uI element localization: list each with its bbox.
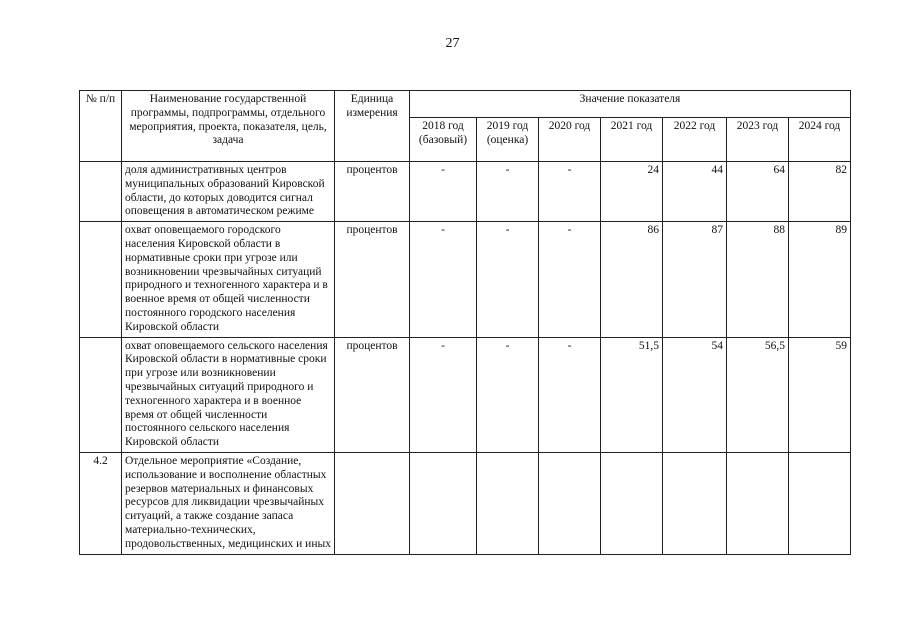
indicator-table — [79, 90, 851, 555]
value-cell: 87 — [663, 222, 727, 337]
value-cell: - — [410, 337, 477, 452]
value-cell: 86 — [601, 222, 663, 337]
row-name: Отдельное мероприятие «Создание, использование и восполнение областных резервов материальных и финансовых ресурсов для ликвидации чрезвычайных ситуаций, а также создание запаса материально-технических, продовольственных, медицинских и иных — [122, 452, 335, 554]
value-cell: - — [410, 162, 477, 222]
header-year: 2019 год (оценка) — [477, 118, 539, 162]
value-cell: - — [539, 162, 601, 222]
value-cell — [477, 452, 539, 554]
header-name: Наименование государственной программы, подпрограммы, отдельного мероприятия, проекта, показателя, цель, задача — [122, 91, 335, 162]
value-cell — [663, 452, 727, 554]
table-row — [80, 452, 851, 554]
value-cell: 44 — [663, 162, 727, 222]
header-num: № п/п — [80, 91, 122, 162]
row-num — [80, 222, 122, 337]
header-year: 2024 год — [789, 118, 851, 162]
value-cell: 88 — [727, 222, 789, 337]
value-cell — [789, 452, 851, 554]
value-cell — [539, 452, 601, 554]
row-unit — [335, 452, 410, 554]
row-num: 4.2 — [80, 452, 122, 554]
header-year: 2018 год (базовый) — [410, 118, 477, 162]
row-name: доля административных центров муниципальных образований Кировской области, до которых доводится сигнал оповещения в автоматическом режиме — [122, 162, 335, 222]
value-cell — [601, 452, 663, 554]
header-year: 2020 год — [539, 118, 601, 162]
row-unit: процентов — [335, 337, 410, 452]
page-number: 27 — [445, 36, 460, 51]
value-cell: 54 — [663, 337, 727, 452]
value-cell: - — [477, 337, 539, 452]
row-num — [80, 162, 122, 222]
value-cell — [410, 452, 477, 554]
value-cell: 24 — [601, 162, 663, 222]
row-num — [80, 337, 122, 452]
value-cell: 59 — [789, 337, 851, 452]
row-name: охват оповещаемого городского населения Кировской области в нормативные сроки при угрозе или возникновении чрезвычайных ситуаций природного и техногенного характера и в военное время от общей численности постоянного городского населения Кировской области — [122, 222, 335, 337]
row-unit: процентов — [335, 162, 410, 222]
value-cell: - — [539, 222, 601, 337]
value-cell: 89 — [789, 222, 851, 337]
value-cell: - — [477, 162, 539, 222]
header-year: 2022 год — [663, 118, 727, 162]
table-row — [80, 222, 851, 337]
header-year: 2023 год — [727, 118, 789, 162]
value-cell: - — [410, 222, 477, 337]
header-year: 2021 год — [601, 118, 663, 162]
value-cell: 51,5 — [601, 337, 663, 452]
table-row — [80, 162, 851, 222]
row-name: охват оповещаемого сельского населения Кировской области в нормативные сроки при угрозе или возникновении чрезвычайных ситуаций природного и техногенного характера и в военное время от общей численности постоянного сельского населения Кировской области — [122, 337, 335, 452]
row-unit: процентов — [335, 222, 410, 337]
value-cell — [727, 452, 789, 554]
table-row — [80, 337, 851, 452]
value-cell: - — [477, 222, 539, 337]
value-cell: - — [539, 337, 601, 452]
header-unit: Единица измерения — [335, 91, 410, 162]
header-values-group: Значение показателя — [410, 91, 851, 118]
value-cell: 56,5 — [727, 337, 789, 452]
value-cell: 64 — [727, 162, 789, 222]
value-cell: 82 — [789, 162, 851, 222]
